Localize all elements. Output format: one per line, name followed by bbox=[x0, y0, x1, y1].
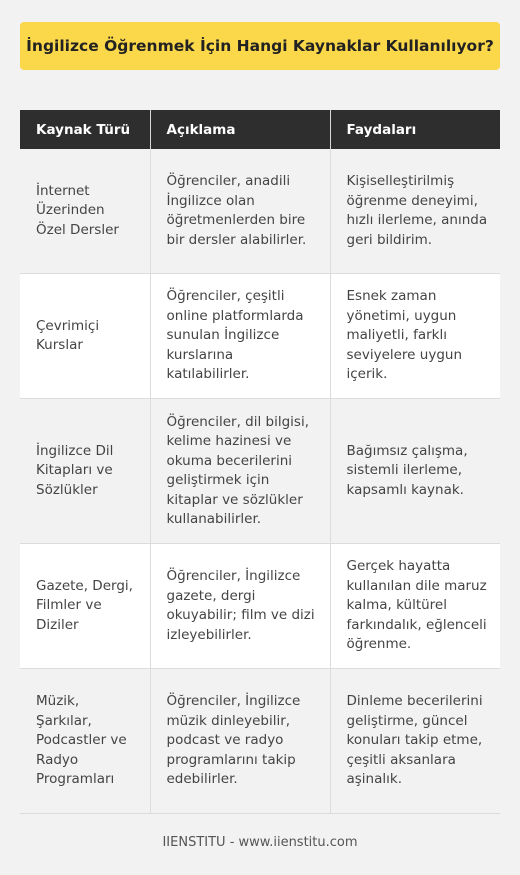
resources-table bbox=[20, 110, 500, 814]
table-row bbox=[20, 149, 500, 274]
table-row bbox=[20, 274, 500, 399]
cell-description: Öğrenciler, İngilizce müzik dinleyebilir, podcast ve radyo programlarını takip edebilirler. bbox=[150, 669, 330, 814]
column-header-type: Kaynak Türü bbox=[20, 110, 150, 149]
column-header-description: Açıklama bbox=[150, 110, 330, 149]
cell-description: Öğrenciler, İngilizce gazete, dergi okuyabilir; film ve dizi izleyebilirler. bbox=[150, 544, 330, 669]
cell-type: Müzik, Şarkılar, Podcastler ve Radyo Programları bbox=[20, 669, 150, 814]
page-title: İngilizce Öğrenmek İçin Hangi Kaynaklar Kullanılıyor? bbox=[26, 37, 494, 55]
cell-type: İngilizce Dil Kitapları ve Sözlükler bbox=[20, 399, 150, 544]
cell-description: Öğrenciler, dil bilgisi, kelime hazinesi ve okuma becerilerini geliştirmek için kitaplar ve sözlükler kullanabilirler. bbox=[150, 399, 330, 544]
cell-type: İnternet Üzerinden Özel Dersler bbox=[20, 149, 150, 274]
table-header bbox=[20, 110, 500, 149]
table-row bbox=[20, 544, 500, 669]
cell-description: Öğrenciler, anadili İngilizce olan öğretmenlerden bire bir dersler alabilirler. bbox=[150, 149, 330, 274]
cell-benefits: Bağımsız çalışma, sistemli ilerleme, kapsamlı kaynak. bbox=[330, 399, 500, 544]
header-row bbox=[20, 110, 500, 149]
table-row bbox=[20, 399, 500, 544]
cell-benefits: Esnek zaman yönetimi, uygun maliyetli, farklı seviyelere uygun içerik. bbox=[330, 274, 500, 399]
title-banner bbox=[20, 22, 500, 70]
cell-benefits: Dinleme becerilerini geliştirme, güncel konuları takip etme, çeşitli aksanlara aşinalık. bbox=[330, 669, 500, 814]
table-row bbox=[20, 669, 500, 814]
cell-type: Çevrimiçi Kurslar bbox=[20, 274, 150, 399]
cell-description: Öğrenciler, çeşitli online platformlarda sunulan İngilizce kurslarına katılabilirler. bbox=[150, 274, 330, 399]
cell-type: Gazete, Dergi, Filmler ve Diziler bbox=[20, 544, 150, 669]
column-header-benefits: Faydaları bbox=[330, 110, 500, 149]
cell-benefits: Gerçek hayatta kullanılan dile maruz kalma, kültürel farkındalık, eğlenceli öğrenme. bbox=[330, 544, 500, 669]
footer-credit: IIENSTITU - www.iienstitu.com bbox=[162, 835, 358, 850]
cell-benefits: Kişiselleştirilmiş öğrenme deneyimi, hızlı ilerleme, anında geri bildirim. bbox=[330, 149, 500, 274]
table-body bbox=[20, 149, 500, 814]
